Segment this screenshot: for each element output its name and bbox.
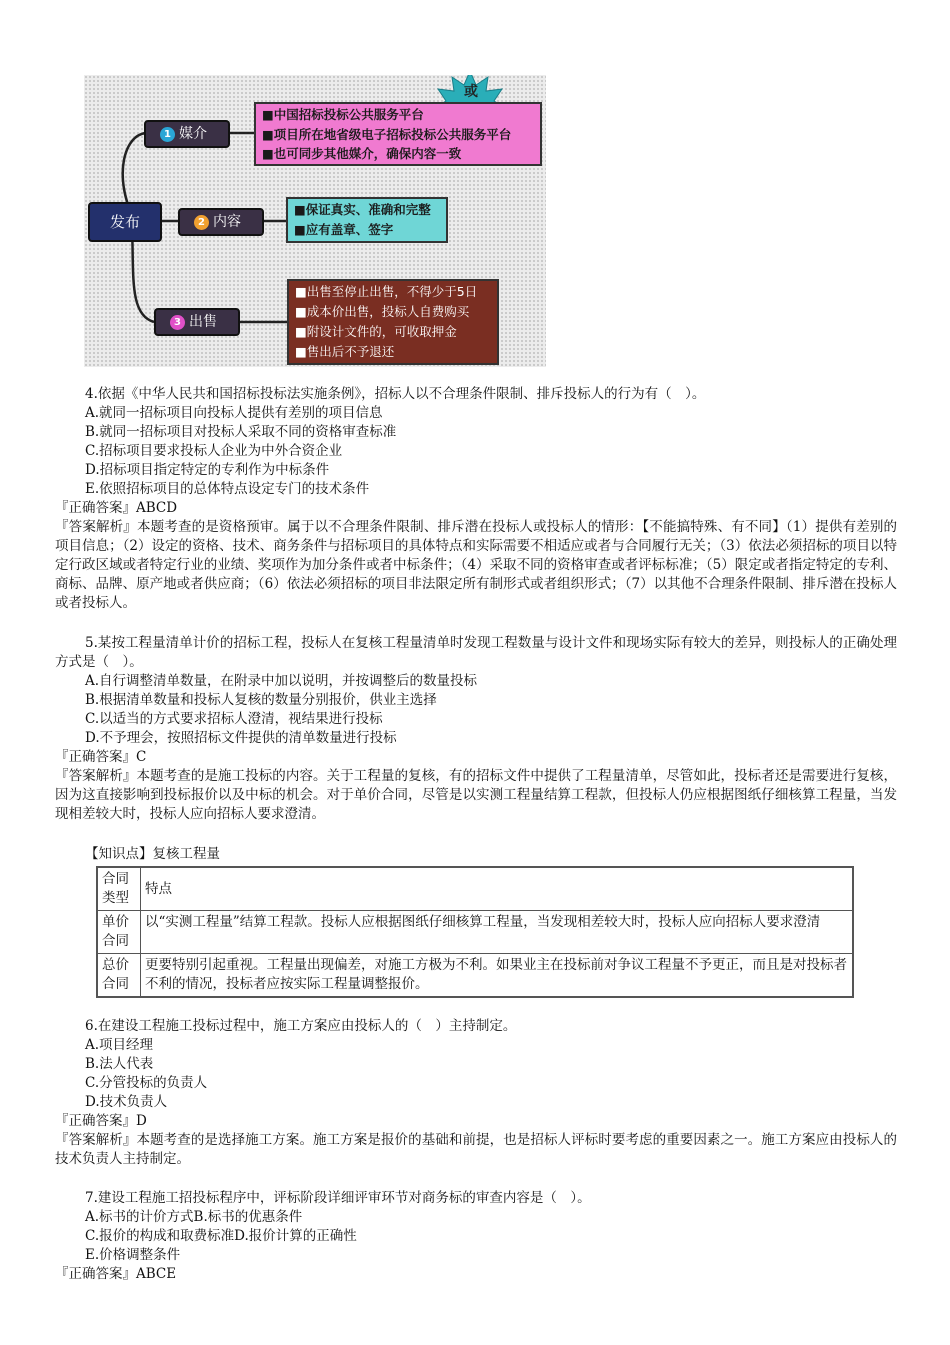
branch-label-content: 内容 <box>213 214 241 230</box>
q5-option-a: A.自行调整清单数量，在附录中加以说明，并按调整后的数量投标 <box>85 673 478 689</box>
q7-stem: 7.建设工程施工招投标程序中，评标阶段详细评审环节对商务标的审查内容是（ ）。 <box>85 1190 591 1206</box>
q4-analysis: 『答案解析』本题考查的是资格预审。属于以不合理条件限制、排斥潜在投标人或投标人的情形：【不能搞特殊、有不同】（1）提供有差别的项目信息；（2）设定的资格、技术、商务条件与招标项目的具体特点和实际需要不相适应或者与合同履行无关；（3）依法必须招标的项目以特定行政区域或者特定行业的业绩、奖项作为加分条件或者中标条件；（4）采取不同的资格审查或者评标标准；（5）限定或者指定特定的专利、商标、品牌、原产地或者供应商；（6）依法必须招标的项目非法限定所有制形式或者组织形式；（7）以其他不合理条件限制、排斥潜在投标人或者投标人。 <box>55 519 897 611</box>
q6-stem: 6.在建设工程施工投标过程中，施工方案应由投标人的（ ）主持制定。 <box>85 1018 517 1034</box>
branch-box-sale <box>287 279 499 365</box>
table-cell: 总价合同 <box>97 954 141 998</box>
q5-option-b: B.根据清单数量和投标人复核的数量分别报价，供业主选择 <box>85 692 437 708</box>
q4-answer: 『正确答案』ABCD <box>55 500 178 516</box>
table-cell: 更要特别引起重视。工程量出现偏差，对施工方极为不利。如果业主在投标前对争议工程量不予更正，而且是对投标者不利的情况，投标者应按实际工程量调整报价。 <box>141 954 854 998</box>
branch-node-content <box>178 208 264 236</box>
header-cell: 特点 <box>141 867 854 911</box>
box-item: ■项目所在地省级电子招标投标公共服务平台 <box>262 126 512 142</box>
q5-answer: 『正确答案』C <box>55 749 147 765</box>
badge-3: 3 <box>170 315 185 330</box>
q6-option-a: A.项目经理 <box>85 1037 154 1053</box>
q7-option-ab: A.标书的计价方式B.标书的优惠条件 <box>85 1209 303 1225</box>
q6-option-b: B.法人代表 <box>85 1056 154 1072</box>
knowledge-title: 【知识点】复核工程量 <box>85 846 220 862</box>
badge-2: 2 <box>194 215 209 230</box>
q5-stem: 5.某按工程量清单计价的招标工程，投标人在复核工程量清单时发现工程数量与设计文件和现场实际有较大的差异，则投标人的正确处理方式是（ ）。 <box>55 635 897 670</box>
box-item: ■应有盖章、签字 <box>294 222 394 237</box>
table-row <box>97 911 853 954</box>
box-item: ■售出后不予退还 <box>295 344 395 359</box>
q7-answer: 『正确答案』ABCE <box>55 1266 177 1282</box>
q5-option-d: D.不予理会，按照招标文件提供的清单数量进行投标 <box>85 730 397 746</box>
q6-option-c: C.分管投标的负责人 <box>85 1075 208 1091</box>
box-item: ■中国招标投标公共服务平台 <box>262 107 424 122</box>
table-cell: 单价合同 <box>97 911 141 954</box>
branch-node-sale <box>154 308 240 336</box>
q6-option-d: D.技术负责人 <box>85 1094 168 1110</box>
root-node <box>88 202 162 242</box>
branch-label-sale: 出售 <box>189 314 217 330</box>
q5-option-c: C.以适当的方式要求招标人澄清，视结果进行投标 <box>85 711 383 727</box>
q4-option-e: E.依照招标项目的总体特点设定专门的技术条件 <box>85 481 370 497</box>
root-label: 发布 <box>109 213 140 231</box>
q4-option-c: C.招标项目要求投标人企业为中外合资企业 <box>85 443 343 459</box>
badge-1: 1 <box>160 127 175 142</box>
box-item: ■也可同步其他媒介，确保内容一致 <box>262 146 462 161</box>
header-cell: 合同类型 <box>97 867 141 911</box>
mindmap-diagram <box>84 75 546 367</box>
table-row <box>97 954 853 998</box>
branch-box-content <box>286 197 448 243</box>
box-item: ■附设计文件的，可收取押金 <box>295 324 457 339</box>
table-header-row <box>97 867 853 911</box>
box-item: ■出售至停止出售，不得少于5日 <box>295 284 478 299</box>
q6-analysis: 『答案解析』本题考查的是选择施工方案。施工方案是报价的基础和前提，也是招标人评标时要考虑的重要因素之一。施工方案应由投标人的技术负责人主持制定。 <box>55 1132 897 1167</box>
q4-option-a: A.就同一招标项目向投标人提供有差别的项目信息 <box>85 405 383 421</box>
q7-option-e: E.价格调整条件 <box>85 1247 181 1263</box>
box-item: ■成本价出售，投标人自费购买 <box>295 304 470 319</box>
branch-box-media <box>254 102 542 166</box>
knowledge-table <box>96 866 854 998</box>
branch-label-media: 媒介 <box>179 126 207 142</box>
q5-analysis: 『答案解析』本题考查的是施工投标的内容。关于工程量的复核，有的招标文件中提供了工程量清单，尽管如此，投标者还是需要进行复核，因为这直接影响到投标报价以及中标的机会。对于单价合同，尽管是以实测工程量结算工程款，但投标人仍应根据图纸仔细核算工程量，当发现相差较大时，投标人应向招标人要求澄清。 <box>55 768 897 822</box>
q4-option-d: D.招标项目指定特定的专利作为中标条件 <box>85 462 330 478</box>
branch-node-media <box>144 120 230 148</box>
q4-option-b: B.就同一招标项目对投标人采取不同的资格审查标准 <box>85 424 397 440</box>
q7-option-cd: C.报价的构成和取费标准D.报价计算的正确性 <box>85 1228 357 1244</box>
box-item: ■保证真实、准确和完整 <box>294 202 431 217</box>
q4-stem: 4.依据《中华人民共和国招标投标法实施条例》，招标人以不合理条件限制、排斥投标人的行为有（ ）。 <box>85 386 706 402</box>
starburst-label: 或 <box>464 84 478 100</box>
table-cell: 以“实测工程量”结算工程款。投标人应根据图纸仔细核算工程量，当发现相差较大时，投标人应向招标人要求澄清 <box>141 911 854 954</box>
q6-answer: 『正确答案』D <box>55 1113 147 1129</box>
